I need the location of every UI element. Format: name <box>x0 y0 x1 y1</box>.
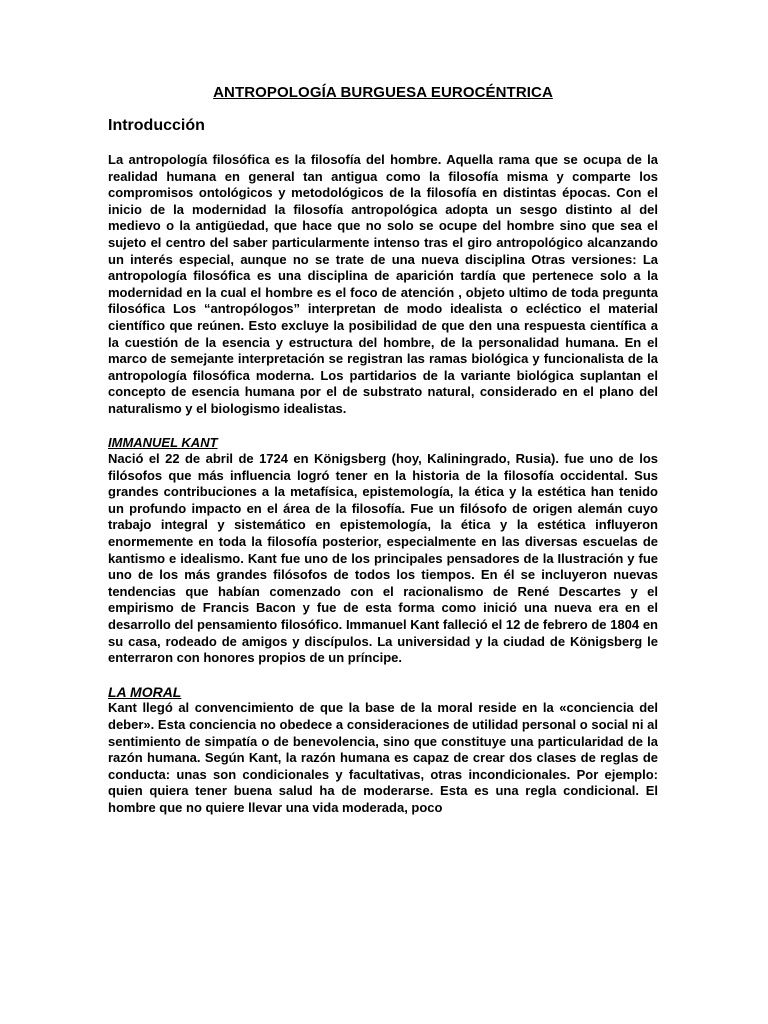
moral-paragraph-container <box>108 700 658 816</box>
moral-paragraph: Kant llegó al convencimiento de que la base de la moral reside en la «conciencia del deber». Esta conciencia no obedece a consideraciones de utilidad personal o social ni al sentimiento de simpatía o de benevolencia, sino que constituye una particularidad de la razón humana. Según Kant, la razón humana es capaz de crear dos clases de reglas de conducta: unas son condicionales y facultativas, otras incondicionales. Por ejemplo: quien quiera tener buena salud ha de moderarse. Esta es una regla condicional. El hombre que no quiere llevar una vida moderada, poco <box>108 700 658 815</box>
document-title: ANTROPOLOGÍA BURGUESA EUROCÉNTRICA <box>213 84 553 101</box>
intro-heading: Introducción <box>108 117 205 134</box>
moral-heading: LA MORAL <box>108 683 182 700</box>
intro-paragraph: La antropología filosófica es la filosofía del hombre. Aquella rama que se ocupa de la realidad humana en general tan antigua como la filosofía misma y comparte los compromisos ontológicos y metodológicos de la filosofía en distintas épocas. Con el inicio de la modernidad la filosofía antropológica adopta un sesgo distinto al del medievo o la antigüedad, que hace que no solo se ocupe del hombre sino que sea el sujeto el centro del saber particularmente intenso tras el giro antropológico alcanzando un interés especial, aunque no se trate de una nueva disciplina Otras versiones: La antropología filosófica es una disciplina de aparición tardía que pertenece solo a la modernidad en la cual el hombre es el foco de atención , objeto ultimo de toda pregunta filosófica Los “antropólogos” interpretan de modo idealista o ecléctico el material científico que reúnen. Esto excluye la posibilidad de que den una respuesta científica a la cuestión de la esencia y estructura del hombre, de la personalidad humana. En el marco de semejante interpretación se registran las ramas biológica y funcionalista de la antropología filosófica moderna. Los partidarios de la variante biológica suplantan el concepto de esencia humana por el de substrato natural, considerado en el plano del naturalismo y el biologismo idealistas. <box>108 152 658 416</box>
kant-heading: IMMANUEL KANT <box>108 434 218 450</box>
kant-paragraph: Nació el 22 de abril de 1724 en Königsberg (hoy, Kaliningrado, Rusia). fue uno de los filósofos que más influencia logró tener en la historia de la filosofía occidental. Sus grandes contribuciones a la metafísica, epistemología, la ética y la estética han tenido un profundo impacto en el área de la filosofía. Fue un filósofo de origen alemán cuyo trabajo integral y sistemático en epistemología, la ética y la estética influyeron enormemente en toda la filosofía posterior, especialmente en las diversas escuelas de kantismo e idealismo. Kant fue uno de los principales pensadores de la Ilustración y fue uno de los más grandes filósofos de todos los tiempos. En él se incluyeron nuevas tendencias que habían comenzado con el racionalismo de René Descartes y el empirismo de Francis Bacon y fue de esta forma como inició una nueva era en el desarrollo del pensamiento filosófico. Immanuel Kant falleció el 12 de febrero de 1804 en su casa, rodeado de amigos y discípulos. La universidad y la ciudad de Königsberg le enterraron con honores propios de un príncipe. <box>108 451 658 666</box>
document-page <box>108 84 658 817</box>
